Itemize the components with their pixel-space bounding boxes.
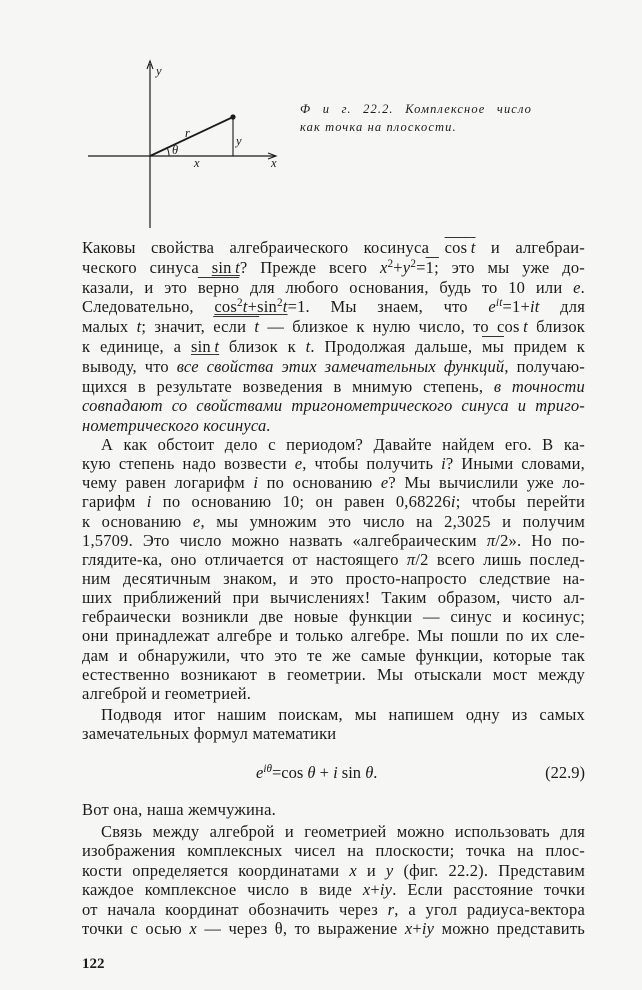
italic-text: t xyxy=(305,336,311,356)
text-line: ним десятичным знаком, и это просто-напросто следствие на- xyxy=(82,568,585,588)
italic-superscript: it xyxy=(495,297,503,310)
italic-text: iy xyxy=(379,880,393,900)
x-axis-label: x xyxy=(271,156,277,170)
italic-text: i xyxy=(146,492,152,512)
italic-text: t xyxy=(254,317,260,337)
text-line: гарифм i по основанию 10; он равен 0,68226i; чтобы перейти xyxy=(82,492,585,512)
text-line: гебраически возникли две новые функции — синус и косинус; xyxy=(82,607,585,627)
text-line: глядите-ка, оно отличается от настоящего π/2 всего лишь послед- xyxy=(82,549,585,569)
text-line: казали, и это верно для любого основания, будь то 10 или e. xyxy=(82,277,585,297)
text-line: точки с осью x — через θ, то выражение x+iy можно представить xyxy=(82,918,585,938)
angle-arc xyxy=(167,148,169,156)
equation-formula: $e^{i\theta}=\cos$ θ + i sin θ. xyxy=(256,762,378,782)
text-line: они принадлежат алгебре и только алгебре. Мы пошли по их сле- xyxy=(82,626,585,646)
paragraph-pearl xyxy=(82,800,585,819)
italic-text: θ xyxy=(307,763,316,782)
equation-block xyxy=(82,762,585,784)
hand-overline-mark: 1; xyxy=(425,257,439,277)
italic-text: e xyxy=(294,454,303,474)
paragraph-summary xyxy=(82,705,585,744)
superscript: 2 xyxy=(276,297,283,310)
caption-line-2: как точка на плоскости. xyxy=(300,120,457,134)
text-line: алгеброй и геометрией. xyxy=(82,683,252,703)
text-line xyxy=(82,416,585,436)
italic-text: все свойства этих замечательных функций xyxy=(176,356,505,376)
text-line xyxy=(82,396,585,416)
figure-complex-plane xyxy=(80,55,290,233)
page-number: 122 xyxy=(82,956,105,972)
text-line: выводу, что все свойства этих замечательных функций, получаю- xyxy=(82,356,585,376)
figure-caption xyxy=(300,100,532,136)
italic-text: i xyxy=(333,763,338,782)
text-line: естественно возникают в геометрии. Мы отыскали мост между xyxy=(82,664,585,684)
projection-y-label: y xyxy=(236,134,242,148)
complex-point xyxy=(230,114,235,119)
italic-text: совпадают со свойствами тригонометрического синуса и триго- xyxy=(82,396,585,416)
hand-underline-mark: sin t xyxy=(190,336,220,356)
caption-line-1: Ф и г. 22.2. Комплексное число xyxy=(300,102,532,116)
radius-vector xyxy=(150,117,233,156)
italic-text: e xyxy=(573,277,581,297)
text-line: Каковы свойства алгебраического косинуса cos t и алгебраи- xyxy=(82,238,585,257)
italic-text: t xyxy=(523,317,528,337)
italic-text: iy xyxy=(421,918,435,938)
italic-text: π xyxy=(406,549,416,569)
italic-text: π xyxy=(486,530,496,550)
paragraph-complex-plane xyxy=(82,822,585,938)
italic-text: it xyxy=(529,297,540,317)
superscript: 2 xyxy=(236,297,243,310)
italic-text: e xyxy=(380,473,389,493)
hand-underline-mark: $\cos^2t+\sin^2t$ xyxy=(214,297,288,317)
italic-superscript: iθ xyxy=(263,762,272,775)
hand-overline-mark: верно xyxy=(197,277,240,297)
text-line: каждое комплексное число в виде x+iy. Если расстояние точки xyxy=(82,880,585,900)
text-line: от начала координат обозначить через r, а угол радиуса-вектора xyxy=(82,899,585,919)
vector-label: r xyxy=(185,126,190,140)
italic-text: x xyxy=(404,918,413,938)
italic-text: t xyxy=(282,297,288,317)
text-line: кости определяется координатами x и y (фиг. 22.2). Представим xyxy=(82,860,585,880)
italic-text: y xyxy=(385,860,394,880)
italic-text: t xyxy=(242,297,248,317)
text-line: замечательных формул математики xyxy=(82,724,337,744)
paragraph-trig-properties xyxy=(82,238,585,436)
y-axis-label: y xyxy=(156,64,162,78)
italic-text: x xyxy=(379,257,388,277)
italic-text: i xyxy=(441,454,446,474)
text-line: Следовательно, $\cos^2t+\sin^2t=1$. Мы знаем, что $e^{it}=1+it$ для xyxy=(82,297,585,317)
hand-overline-mark: если t xyxy=(213,317,260,337)
italic-text: r xyxy=(387,899,395,919)
italic-text: t xyxy=(235,257,240,277)
text-line: ших приближений при вычислениях! Таким образом, чисто ал- xyxy=(82,588,585,608)
superscript: 2 xyxy=(387,257,394,270)
superscript: 2 xyxy=(410,257,417,270)
text-line: Подводя итог нашим поискам, мы напишем одну из самых xyxy=(101,705,585,724)
text-line: щихся в результате возведения в мнимую степень, в точности xyxy=(82,376,585,396)
italic-text: θ xyxy=(365,763,374,782)
text-line: Связь между алгеброй и геометрией можно использовать для xyxy=(101,822,585,841)
italic-text: i xyxy=(450,492,456,512)
text-line: 1,5709. Это число можно назвать «алгебраическим π/2». Но по- xyxy=(82,530,586,550)
italic-text: x xyxy=(362,880,371,900)
text-line: А как обстоит дело с периодом? Давайте найдем его. В ка- xyxy=(101,435,585,454)
text-line: чему равен логарифм i по основанию e? Мы вычислили уже ло- xyxy=(82,473,585,493)
equation-number: (22.9) xyxy=(545,763,585,782)
projection-x-label: x xyxy=(194,156,200,170)
italic-text: t xyxy=(470,238,476,257)
angle-label: θ xyxy=(172,143,179,157)
hand-overline-mark: cos t xyxy=(444,238,476,257)
hand-overline-mark: мы xyxy=(482,336,504,356)
italic-text: t xyxy=(214,336,220,356)
italic-text: t xyxy=(136,317,142,337)
italic-text: e xyxy=(192,511,201,531)
text-line: ческого синуса sin t? Прежде всего $x^2+y^2=1$; это мы уже до- xyxy=(82,257,585,277)
text-line: к единице, а sin t близок к t. Продолжая дальше, мы придем к xyxy=(82,336,585,356)
italic-text: e xyxy=(256,763,264,782)
italic-text: x xyxy=(189,918,197,938)
paragraph-period xyxy=(82,435,585,703)
italic-text: i xyxy=(253,473,259,493)
hand-underline-mark: sin t xyxy=(211,257,240,277)
text-line: дам и обнаружили, что это те же самые функции, которые так xyxy=(82,645,585,665)
text-line: изображения комплексных чисел на плоскости; точка на плос- xyxy=(82,841,585,861)
italic-text: y xyxy=(402,257,411,277)
italic-text: в точности xyxy=(493,376,585,396)
text-line: Вот она, наша жемчужина. xyxy=(82,800,276,819)
italic-text: e xyxy=(488,297,496,317)
text-line: малых t; значит, если t — близкое к нулю число, то cos t близок xyxy=(82,317,586,337)
italic-text: нометрического косинуса. xyxy=(82,416,271,436)
text-line: к основанию e, мы умножим это число на 2,3025 и получим xyxy=(82,511,585,531)
italic-text: x xyxy=(349,860,357,880)
text-line: кую степень надо возвести e, чтобы получить i? Иными словами, xyxy=(82,454,585,474)
